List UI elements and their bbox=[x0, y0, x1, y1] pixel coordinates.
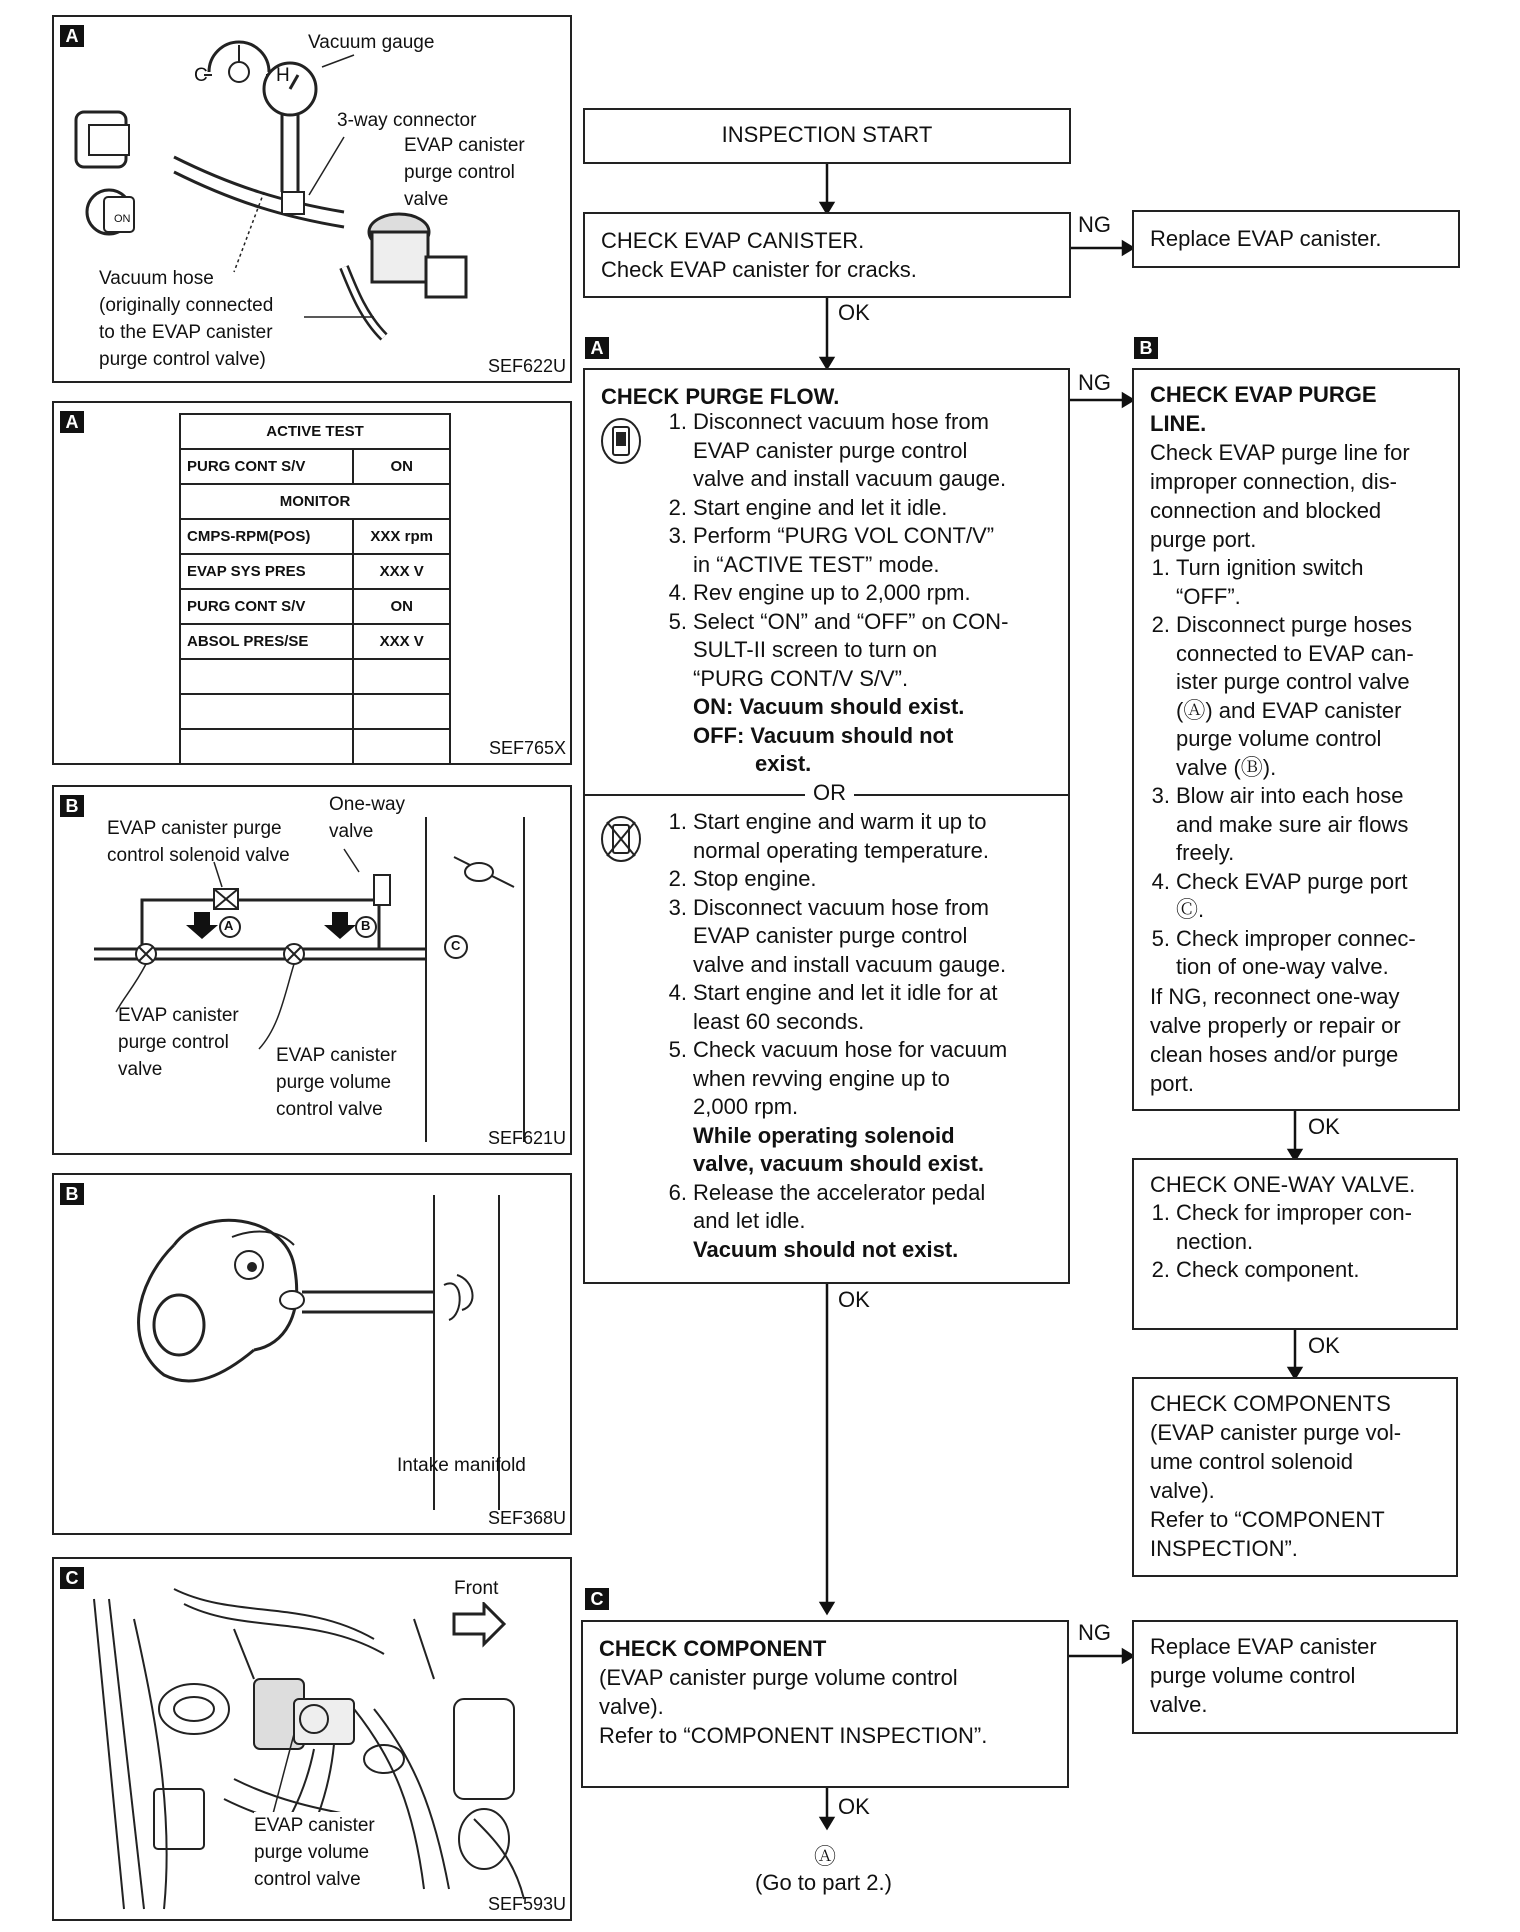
step-text: Start engine and let it idle. bbox=[693, 494, 948, 520]
step-number: 2. bbox=[668, 494, 687, 520]
check-components-box bbox=[1132, 1377, 1458, 1577]
label-volume-control: EVAP canister purge volume control valve bbox=[254, 1812, 375, 1893]
step bbox=[655, 894, 1060, 980]
no-consult-icon bbox=[599, 814, 643, 864]
step bbox=[655, 522, 1060, 579]
components-text: CHECK COMPONENTS (EVAP canister purge vol- ume control solenoid valve). Refer to “COMPONENT INSPECTION”. bbox=[1150, 1391, 1402, 1561]
ok-label: OK bbox=[1308, 1114, 1340, 1139]
figure-code: SEF368U bbox=[487, 1508, 566, 1528]
or-label: OR bbox=[805, 780, 854, 806]
check-canister-box bbox=[583, 212, 1071, 298]
step-text: Disconnect purge hoses connected to EVAP can- ister purge control valve (Ⓐ) and EVAP canister purge volume control valve (Ⓑ). bbox=[1176, 612, 1414, 780]
step bbox=[655, 494, 1060, 523]
step bbox=[655, 865, 1060, 894]
step-text: Perform “PURG VOL CONT/V” in “ACTIVE TEST” mode. bbox=[693, 523, 995, 577]
figure-tag: B bbox=[60, 795, 84, 817]
figure-code: SEF765X bbox=[488, 738, 566, 758]
oneway-steps bbox=[1138, 1199, 1440, 1285]
step-text: Turn ignition switch “OFF”. bbox=[1176, 555, 1364, 609]
check-purge-flow-box bbox=[583, 368, 1070, 1284]
label-volume-control: EVAP canister purge volume control valve bbox=[276, 1045, 397, 1120]
monitor-item: EVAP SYS PRES bbox=[180, 554, 353, 589]
replace-volume-valve-box bbox=[1132, 1620, 1458, 1734]
step-number: 1. bbox=[1151, 555, 1170, 580]
label-intake: Intake manifold bbox=[397, 1455, 526, 1476]
step-text: Rev engine up to 2,000 rpm. bbox=[693, 580, 971, 605]
step bbox=[655, 1036, 1060, 1179]
replace-canister-box bbox=[1132, 210, 1460, 268]
ok-label: OK bbox=[838, 300, 870, 325]
figure-tag: A bbox=[60, 411, 84, 433]
step-number: 2. bbox=[668, 866, 687, 891]
purge-line-steps bbox=[1138, 554, 1442, 982]
step bbox=[1138, 611, 1442, 782]
step bbox=[655, 579, 1060, 608]
label-purge-valve: EVAP canister purge control valve bbox=[404, 135, 525, 210]
nonconsult-steps bbox=[655, 808, 1060, 1264]
step-number: 4. bbox=[668, 580, 687, 605]
continuation-marker: Ⓐ bbox=[814, 1844, 837, 1869]
step-number: 4. bbox=[1151, 868, 1170, 894]
purge-line-outro: If NG, reconnect one-way valve properly or repair or clean hoses and/or purge port. bbox=[1150, 983, 1401, 1096]
step-number: 5. bbox=[1151, 925, 1170, 951]
monitor-value: ON bbox=[353, 589, 450, 624]
label-solenoid: EVAP canister purge control solenoid valve bbox=[107, 818, 290, 866]
inspection-start-box bbox=[583, 108, 1071, 164]
step-text: Disconnect vacuum hose from EVAP canister purge control valve and install vacuum gauge. bbox=[693, 894, 1007, 977]
step-number: 1. bbox=[1151, 1200, 1170, 1225]
label-three-way: 3-way connector bbox=[337, 110, 477, 131]
label-h: H bbox=[276, 65, 290, 86]
step-number: 1. bbox=[668, 809, 687, 834]
replace-volume-valve-text: Replace EVAP canister purge volume control valve. bbox=[1150, 1634, 1377, 1717]
consult-icon bbox=[599, 416, 643, 466]
step-expected: exist. bbox=[755, 751, 812, 776]
step-text: Start engine and let it idle for at least 60 seconds. bbox=[693, 980, 998, 1034]
step-number: 5. bbox=[668, 608, 687, 634]
component-title: CHECK COMPONENT bbox=[599, 1636, 827, 1661]
step-expected: OFF: Vacuum should not bbox=[693, 722, 954, 748]
step-text: Check vacuum hose for vacuum when revving engine up to 2,000 rpm. bbox=[693, 1037, 1008, 1119]
label-c: C bbox=[451, 938, 461, 953]
component-body: (EVAP canister purge volume control valve). Refer to “COMPONENT INSPECTION”. bbox=[599, 1665, 988, 1748]
check-canister-body: Check EVAP canister for cracks. bbox=[601, 257, 917, 282]
step-number: 1. bbox=[668, 409, 687, 434]
label-on: ON bbox=[114, 213, 131, 225]
check-canister-title: CHECK EVAP CANISTER. bbox=[601, 228, 865, 253]
step bbox=[1138, 554, 1442, 611]
check-oneway-box bbox=[1132, 1158, 1458, 1330]
step-text: Select “ON” and “OFF” on CON- SULT-II screen to turn on “PURG CONT/V S/V”. bbox=[693, 608, 1009, 691]
figure-tag: B bbox=[60, 1183, 84, 1205]
monitor-value: XXX V bbox=[353, 554, 450, 589]
replace-canister-text: Replace EVAP canister. bbox=[1150, 226, 1382, 251]
label-oneway: One-way valve bbox=[329, 794, 406, 842]
ng-label: NG bbox=[1078, 212, 1111, 237]
step-text: Start engine and warm it up to normal operating temperature. bbox=[693, 809, 989, 863]
tag-b: B bbox=[1134, 337, 1158, 359]
figure-tag: C bbox=[60, 1567, 84, 1589]
check-purge-line-box bbox=[1132, 368, 1460, 1111]
check-component-box bbox=[581, 1620, 1069, 1788]
monitor-item: CMPS-RPM(POS) bbox=[180, 519, 353, 554]
purg-cont-label: PURG CONT S/V bbox=[180, 449, 353, 484]
monitor-value: XXX V bbox=[353, 624, 450, 659]
monitor-value: XXX rpm bbox=[353, 519, 450, 554]
step-expected: ON: Vacuum should exist. bbox=[693, 694, 965, 719]
step-text: Release the accelerator pedal and let idle. bbox=[693, 1179, 986, 1233]
step bbox=[655, 1179, 1060, 1265]
ok-label: OK bbox=[838, 1287, 870, 1312]
label-b: B bbox=[361, 918, 371, 933]
figure-code: SEF593U bbox=[487, 1894, 566, 1914]
inspection-start-label: INSPECTION START bbox=[721, 122, 933, 147]
purge-line-title: CHECK EVAP PURGE LINE. bbox=[1150, 382, 1377, 436]
step-text: Blow air into each hose and make sure air flows freely. bbox=[1176, 783, 1409, 865]
step-number: 3. bbox=[668, 523, 687, 548]
monitor-item: PURG CONT S/V bbox=[180, 589, 353, 624]
active-test-header: ACTIVE TEST bbox=[180, 414, 450, 449]
label-vacuum-hose: Vacuum hose (originally connected to the EVAP canister purge control valve) bbox=[99, 268, 274, 370]
label-c: C bbox=[194, 65, 208, 86]
step-expected: Vacuum should not exist. bbox=[693, 1236, 959, 1262]
ok-label: OK bbox=[1308, 1333, 1340, 1358]
go-to-part-2: (Go to part 2.) bbox=[755, 1870, 892, 1895]
tag-a: A bbox=[585, 337, 609, 359]
oneway-title: CHECK ONE-WAY VALVE. bbox=[1150, 1172, 1416, 1197]
monitor-item: ABSOL PRES/SE bbox=[180, 624, 353, 659]
label-purge-control: EVAP canister purge control valve bbox=[118, 1005, 239, 1080]
step-number: 2. bbox=[1151, 1257, 1170, 1282]
label-front: Front bbox=[454, 1575, 498, 1602]
step-text: Stop engine. bbox=[693, 866, 817, 891]
step bbox=[1138, 782, 1442, 868]
step-number: 4. bbox=[668, 980, 687, 1005]
purg-cont-value: ON bbox=[353, 449, 450, 484]
step-expected: While operating solenoid valve, vacuum should exist. bbox=[693, 1122, 985, 1176]
step-text: Check for improper con- nection. bbox=[1176, 1200, 1412, 1254]
step-text: Check improper connec- tion of one-way valve. bbox=[1176, 925, 1416, 979]
step bbox=[1138, 925, 1442, 982]
ok-label: OK bbox=[838, 1794, 870, 1819]
label-a: A bbox=[224, 918, 234, 933]
step-number: 3. bbox=[668, 894, 687, 920]
figure-code: SEF621U bbox=[487, 1128, 566, 1148]
tag-c: C bbox=[585, 1588, 609, 1610]
step bbox=[655, 408, 1060, 494]
purge-flow-title: CHECK PURGE FLOW. bbox=[601, 384, 840, 409]
step-text: Check EVAP purge port Ⓒ. bbox=[1176, 868, 1408, 922]
ng-label: NG bbox=[1078, 1620, 1111, 1645]
step-number: 5. bbox=[668, 1037, 687, 1062]
step bbox=[655, 979, 1060, 1036]
step-text: Check component. bbox=[1176, 1257, 1360, 1282]
ng-label: NG bbox=[1078, 370, 1111, 395]
figure-code: SEF622U bbox=[487, 356, 566, 376]
step bbox=[655, 608, 1060, 779]
step bbox=[655, 808, 1060, 865]
monitor-header: MONITOR bbox=[180, 484, 450, 519]
figure-tag: A bbox=[60, 25, 84, 47]
label-vacuum-gauge: Vacuum gauge bbox=[308, 32, 435, 53]
step bbox=[1138, 1199, 1440, 1256]
step bbox=[1138, 868, 1442, 925]
step-text: Disconnect vacuum hose from EVAP canister purge control valve and install vacuum gauge. bbox=[693, 409, 1007, 491]
step-number: 2. bbox=[1151, 612, 1170, 637]
step-number: 6. bbox=[668, 1179, 687, 1205]
step-number: 3. bbox=[1151, 783, 1170, 808]
consult-steps bbox=[655, 408, 1060, 779]
purge-line-intro: Check EVAP purge line for improper connection, dis- connection and blocked purge port. bbox=[1150, 440, 1410, 552]
step bbox=[1138, 1256, 1440, 1285]
